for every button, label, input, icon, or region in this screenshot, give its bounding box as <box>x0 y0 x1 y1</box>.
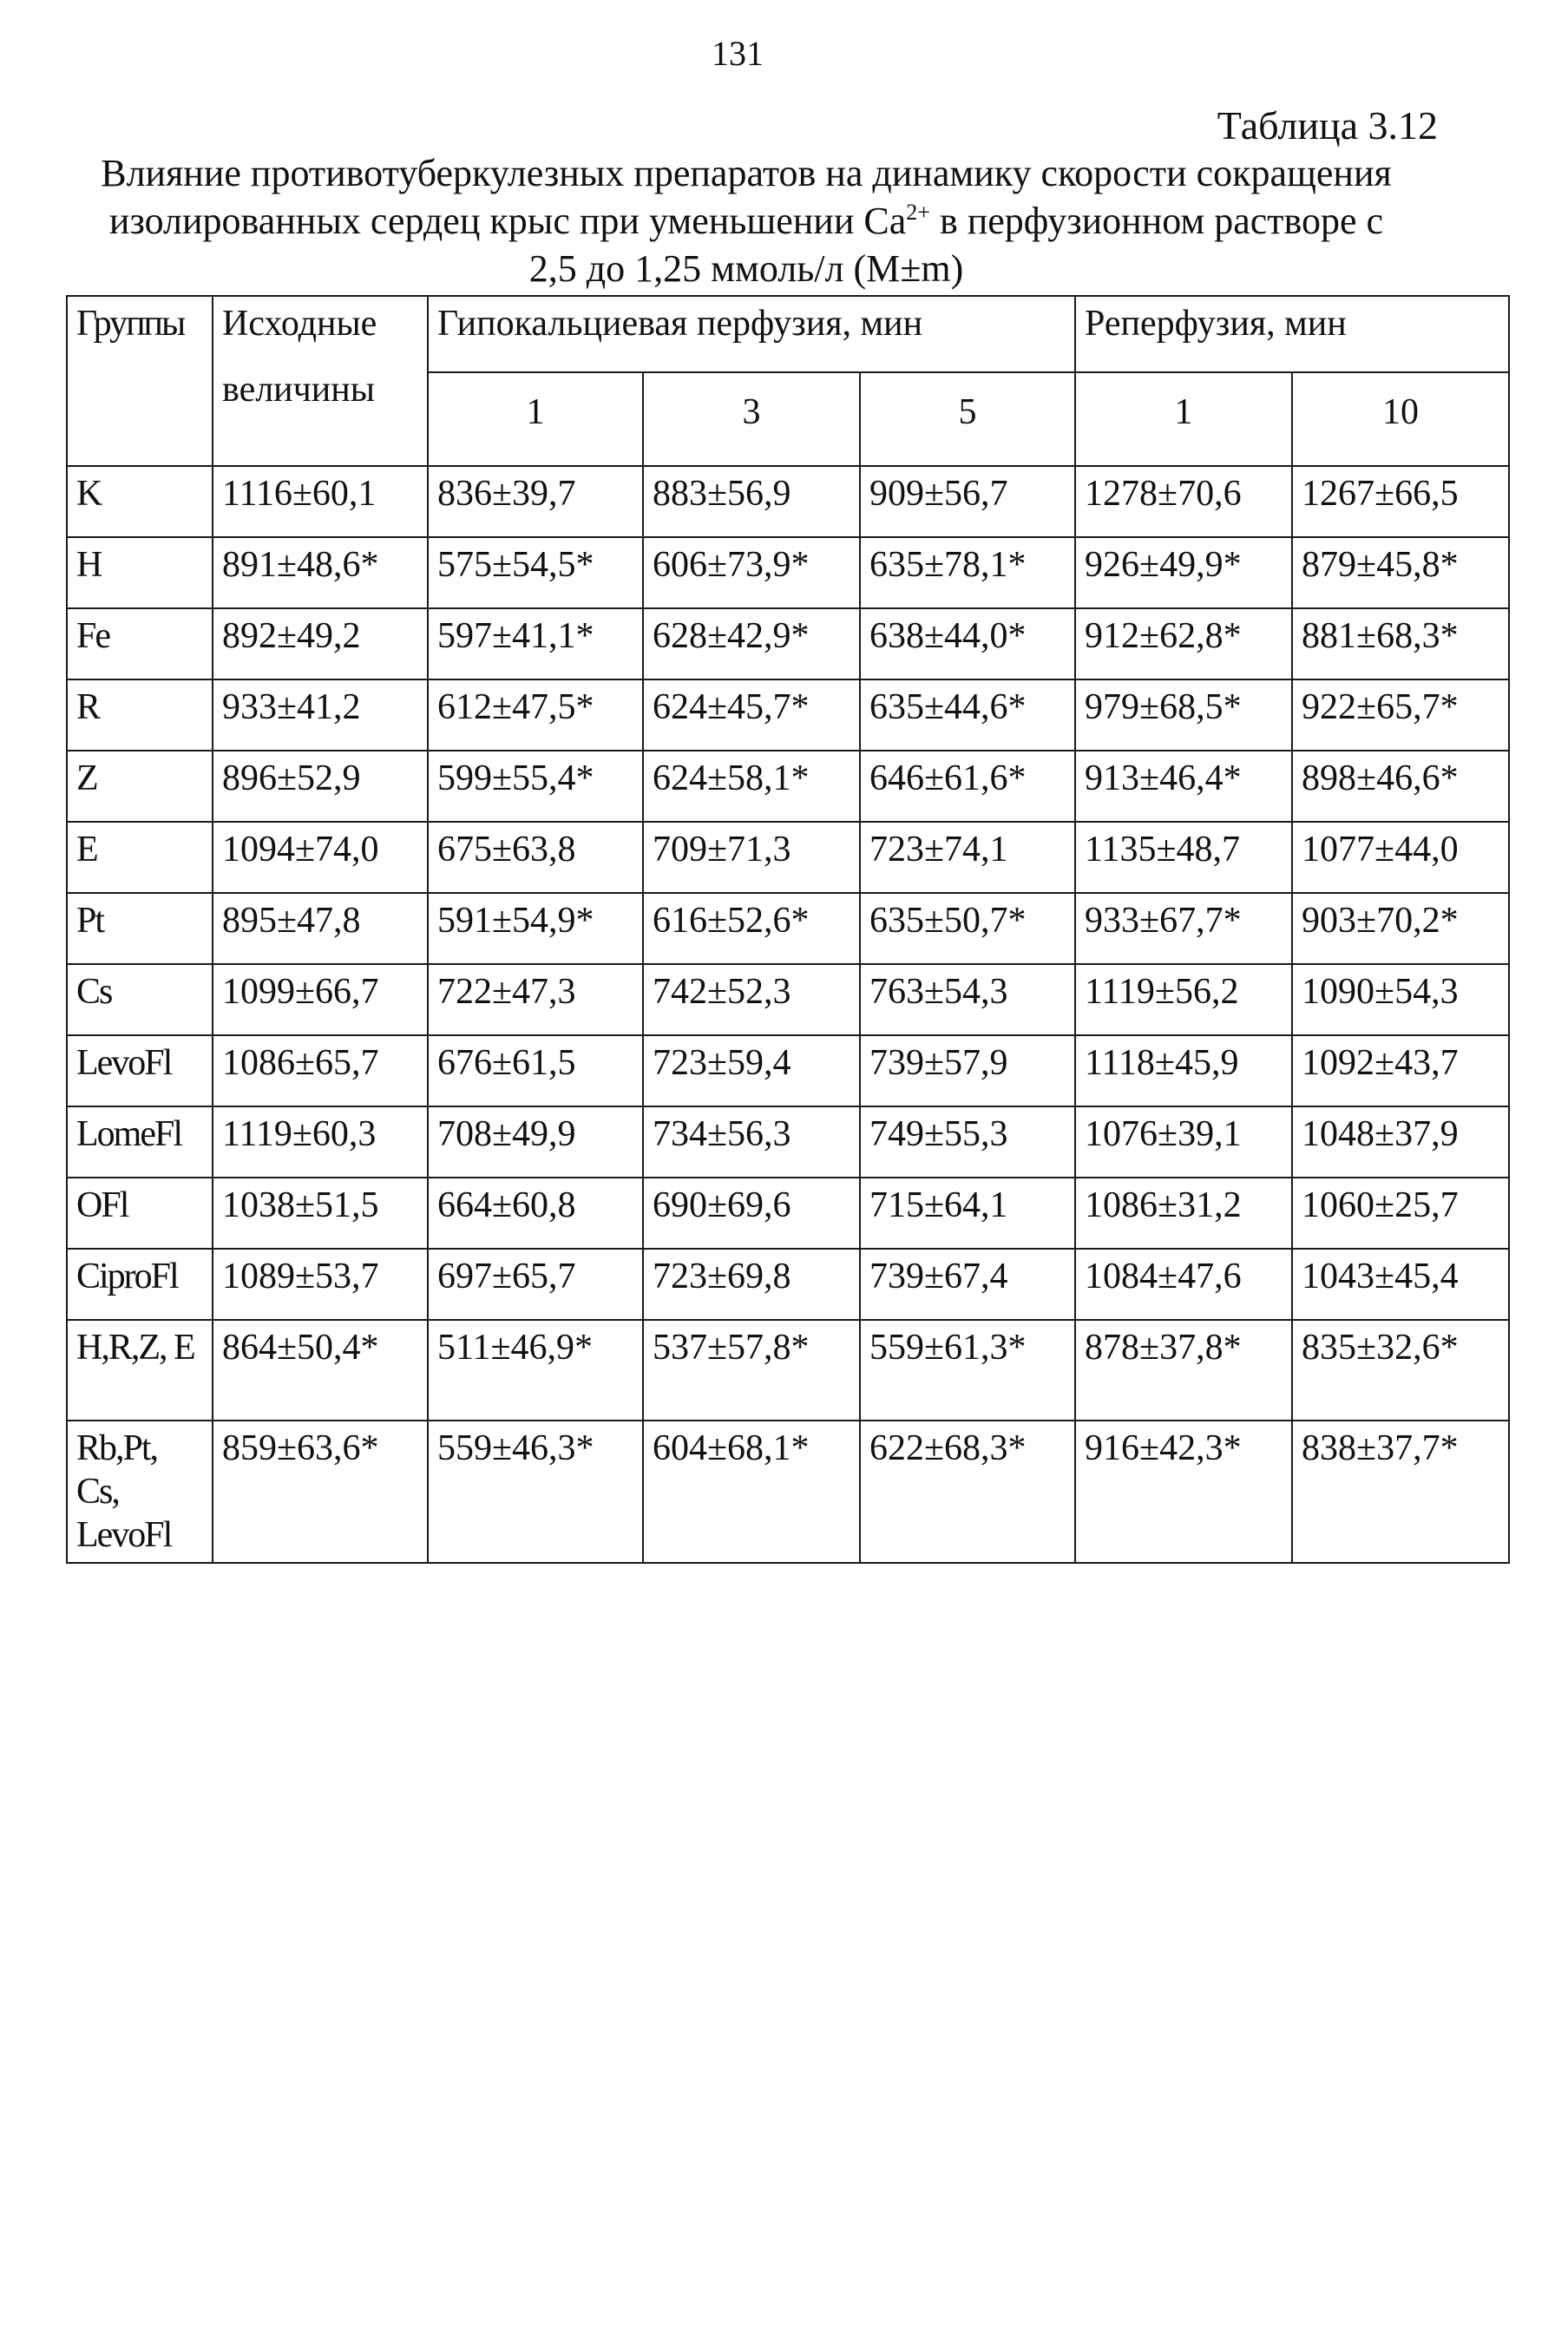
group-cell: LevoFl <box>67 1035 213 1106</box>
value-cell: 1278±70,6 <box>1075 466 1292 537</box>
value-cell: 635±78,1* <box>860 537 1075 608</box>
value-cell: 933±41,2 <box>213 679 428 751</box>
value-cell: 575±54,5* <box>428 537 643 608</box>
value-cell: 879±45,8* <box>1292 537 1509 608</box>
header-initial <box>213 296 428 466</box>
value-cell: 723±74,1 <box>860 822 1075 893</box>
value-cell: 864±50,4* <box>213 1320 428 1421</box>
value-cell: 896±52,9 <box>213 751 428 822</box>
value-cell: 734±56,3 <box>643 1106 860 1178</box>
value-cell: 838±37,7* <box>1292 1421 1509 1563</box>
value-cell: 1118±45,9 <box>1075 1035 1292 1106</box>
table-row <box>67 822 1509 893</box>
value-cell: 1060±25,7 <box>1292 1178 1509 1249</box>
value-cell: 638±44,0* <box>860 608 1075 679</box>
value-cell: 1267±66,5 <box>1292 466 1509 537</box>
header-hypocalcemic-perfusion: Гипокальциевая перфузия, мин <box>428 296 1075 372</box>
value-cell: 1086±31,2 <box>1075 1178 1292 1249</box>
value-cell: 835±32,6* <box>1292 1320 1509 1421</box>
value-cell: 922±65,7* <box>1292 679 1509 751</box>
value-cell: 859±63,6* <box>213 1421 428 1563</box>
value-cell: 559±46,3* <box>428 1421 643 1563</box>
results-table <box>66 295 1510 1564</box>
value-cell: 898±46,6* <box>1292 751 1509 822</box>
value-cell: 676±61,5 <box>428 1035 643 1106</box>
value-cell: 559±61,3* <box>860 1320 1075 1421</box>
value-cell: 675±63,8 <box>428 822 643 893</box>
value-cell: 1077±44,0 <box>1292 822 1509 893</box>
value-cell: 1048±37,9 <box>1292 1106 1509 1178</box>
value-cell: 739±67,4 <box>860 1249 1075 1320</box>
value-cell: 599±55,4* <box>428 751 643 822</box>
header-hypo-minute: 1 <box>428 372 643 466</box>
value-cell: 742±52,3 <box>643 964 860 1035</box>
value-cell: 1094±74,0 <box>213 822 428 893</box>
value-cell: 1086±65,7 <box>213 1035 428 1106</box>
header-initial-line2: величины <box>222 370 375 410</box>
caption-superscript: 2+ <box>906 200 930 225</box>
group-cell: R <box>67 679 213 751</box>
value-cell: 909±56,7 <box>860 466 1075 537</box>
value-cell: 895±47,8 <box>213 893 428 964</box>
value-cell: 749±55,3 <box>860 1106 1075 1178</box>
value-cell: 635±44,6* <box>860 679 1075 751</box>
group-cell: OFl <box>67 1178 213 1249</box>
value-cell: 709±71,3 <box>643 822 860 893</box>
caption-text: Влияние противотуберкулезных препаратов на динамику скорости сокращения изолированных сердец крыс при уменьшении Ca <box>101 152 1392 242</box>
group-cell: Pt <box>67 893 213 964</box>
header-groups: Группы <box>67 296 213 466</box>
table-caption <box>87 149 1406 292</box>
value-cell: 723±59,4 <box>643 1035 860 1106</box>
value-cell: 878±37,8* <box>1075 1320 1292 1421</box>
table-row <box>67 1178 1509 1249</box>
value-cell: 708±49,9 <box>428 1106 643 1178</box>
value-cell: 926±49,9* <box>1075 537 1292 608</box>
caption-text-end: в перфузионном растворе с 2,5 до 1,25 ммоль/л (M±m) <box>528 200 1384 290</box>
value-cell: 1089±53,7 <box>213 1249 428 1320</box>
value-cell: 646±61,6* <box>860 751 1075 822</box>
header-reperf-minute: 10 <box>1292 372 1509 466</box>
table-row <box>67 608 1509 679</box>
group-cell: K <box>67 466 213 537</box>
header-row <box>67 296 1509 372</box>
value-cell: 624±45,7* <box>643 679 860 751</box>
table-row <box>67 1249 1509 1320</box>
value-cell: 511±46,9* <box>428 1320 643 1421</box>
table-label: Таблица 3.12 <box>1217 103 1438 148</box>
table-row <box>67 679 1509 751</box>
value-cell: 912±62,8* <box>1075 608 1292 679</box>
value-cell: 723±69,8 <box>643 1249 860 1320</box>
value-cell: 606±73,9* <box>643 537 860 608</box>
group-cell: CiproFl <box>67 1249 213 1320</box>
header-reperfusion: Реперфузия, мин <box>1075 296 1509 372</box>
table-row <box>67 1421 1509 1563</box>
table-row <box>67 537 1509 608</box>
table-row <box>67 964 1509 1035</box>
header-reperf-minute: 1 <box>1075 372 1292 466</box>
table-row <box>67 1320 1509 1421</box>
value-cell: 903±70,2* <box>1292 893 1509 964</box>
table-row <box>67 466 1509 537</box>
table-row <box>67 893 1509 964</box>
value-cell: 1084±47,6 <box>1075 1249 1292 1320</box>
value-cell: 624±58,1* <box>643 751 860 822</box>
value-cell: 1119±56,2 <box>1075 964 1292 1035</box>
value-cell: 891±48,6* <box>213 537 428 608</box>
group-cell: Rb,Pt, Cs, LevoFl <box>67 1421 213 1563</box>
value-cell: 697±65,7 <box>428 1249 643 1320</box>
group-cell: LomeFl <box>67 1106 213 1178</box>
header-hypo-minute: 5 <box>860 372 1075 466</box>
value-cell: 1092±43,7 <box>1292 1035 1509 1106</box>
header-hypo-minute: 3 <box>643 372 860 466</box>
value-cell: 1076±39,1 <box>1075 1106 1292 1178</box>
table-row <box>67 751 1509 822</box>
value-cell: 715±64,1 <box>860 1178 1075 1249</box>
value-cell: 1038±51,5 <box>213 1178 428 1249</box>
value-cell: 628±42,9* <box>643 608 860 679</box>
value-cell: 612±47,5* <box>428 679 643 751</box>
value-cell: 604±68,1* <box>643 1421 860 1563</box>
value-cell: 616±52,6* <box>643 893 860 964</box>
value-cell: 635±50,7* <box>860 893 1075 964</box>
value-cell: 739±57,9 <box>860 1035 1075 1106</box>
value-cell: 1119±60,3 <box>213 1106 428 1178</box>
group-cell: E <box>67 822 213 893</box>
value-cell: 1090±54,3 <box>1292 964 1509 1035</box>
value-cell: 916±42,3* <box>1075 1421 1292 1563</box>
value-cell: 763±54,3 <box>860 964 1075 1035</box>
value-cell: 881±68,3* <box>1292 608 1509 679</box>
value-cell: 690±69,6 <box>643 1178 860 1249</box>
value-cell: 1099±66,7 <box>213 964 428 1035</box>
value-cell: 1043±45,4 <box>1292 1249 1509 1320</box>
value-cell: 537±57,8* <box>643 1320 860 1421</box>
value-cell: 836±39,7 <box>428 466 643 537</box>
value-cell: 1116±60,1 <box>213 466 428 537</box>
value-cell: 933±67,7* <box>1075 893 1292 964</box>
value-cell: 591±54,9* <box>428 893 643 964</box>
value-cell: 883±56,9 <box>643 466 860 537</box>
value-cell: 979±68,5* <box>1075 679 1292 751</box>
value-cell: 722±47,3 <box>428 964 643 1035</box>
value-cell: 1135±48,7 <box>1075 822 1292 893</box>
group-cell: Fe <box>67 608 213 679</box>
page-number: 131 <box>712 34 764 73</box>
group-cell: H <box>67 537 213 608</box>
group-cell: Z <box>67 751 213 822</box>
value-cell: 664±60,8 <box>428 1178 643 1249</box>
group-cell: H,R,Z, E <box>67 1320 213 1421</box>
value-cell: 622±68,3* <box>860 1421 1075 1563</box>
value-cell: 892±49,2 <box>213 608 428 679</box>
group-cell: Cs <box>67 964 213 1035</box>
table-row <box>67 1106 1509 1178</box>
header-initial-line1: Исходные <box>222 304 377 344</box>
table-row <box>67 1035 1509 1106</box>
value-cell: 913±46,4* <box>1075 751 1292 822</box>
value-cell: 597±41,1* <box>428 608 643 679</box>
